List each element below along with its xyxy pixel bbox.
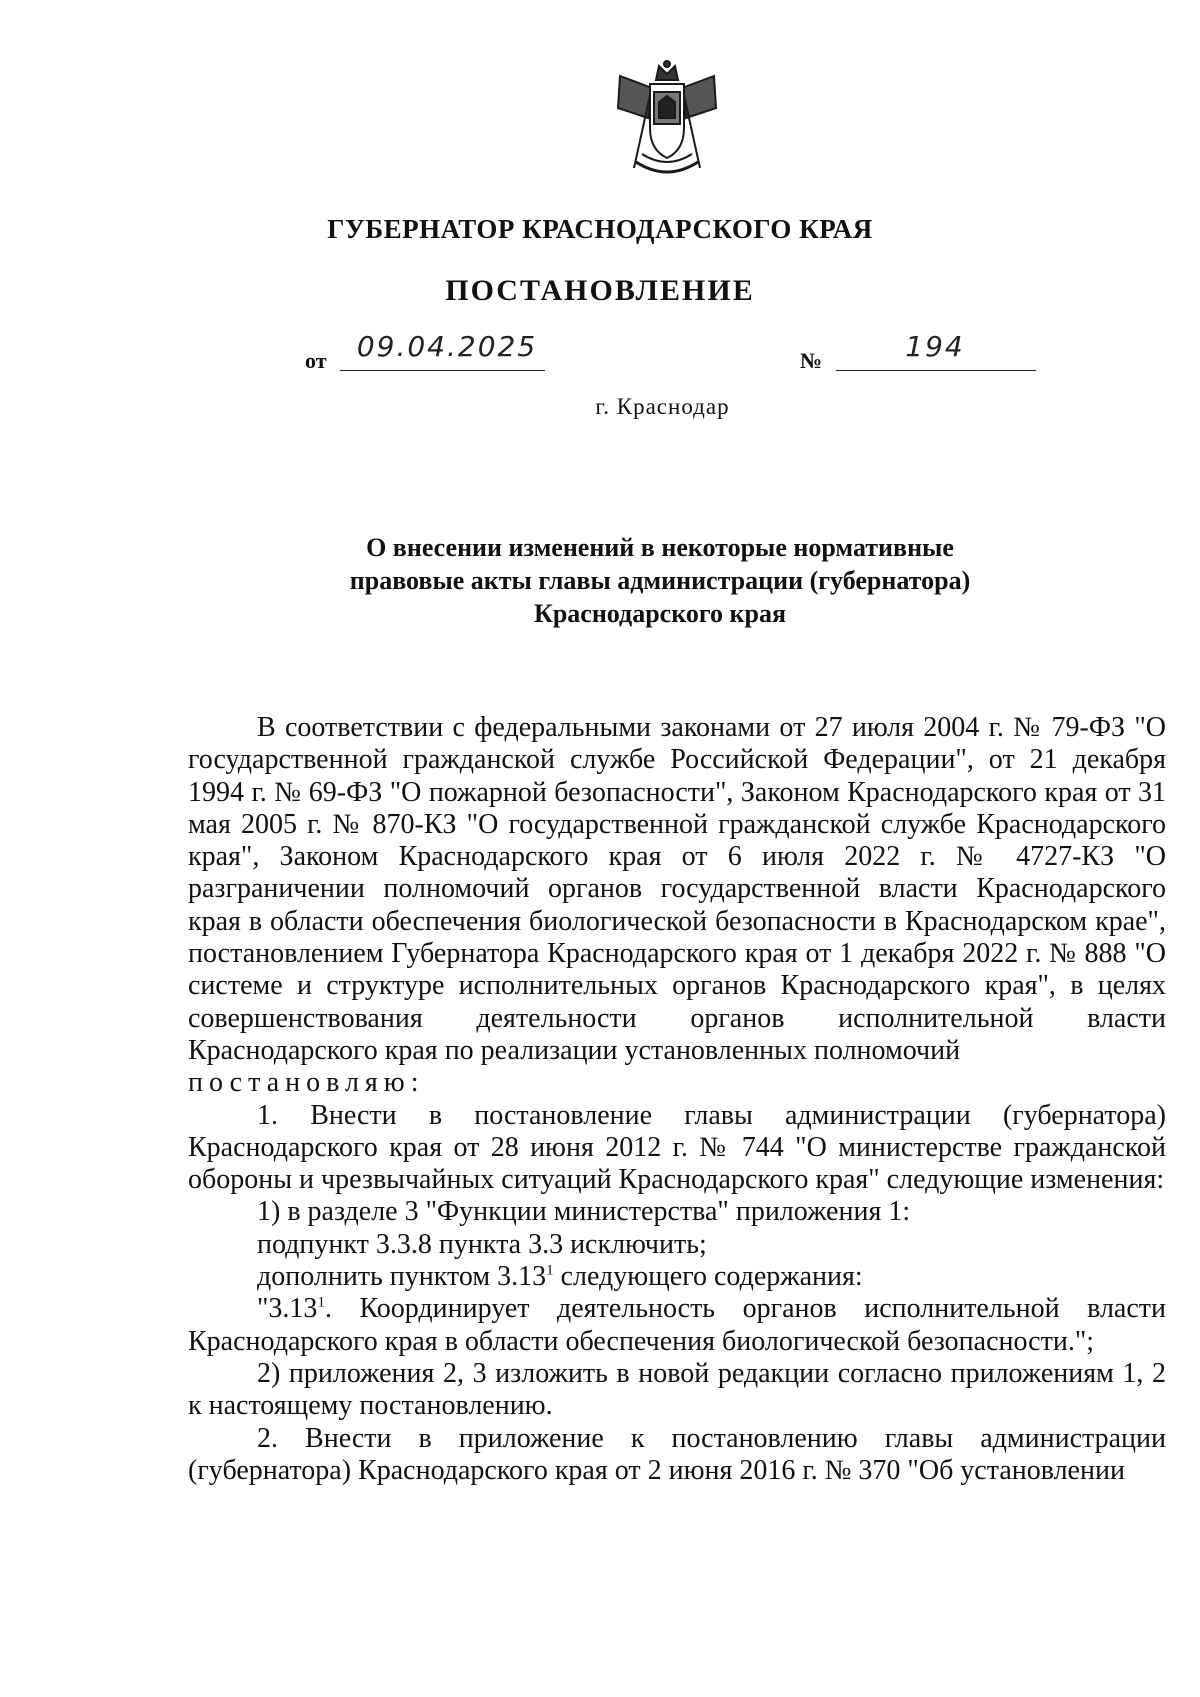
subitem-2-paragraph: 2) приложения 2, 3 изложить в новой редакции согласно приложениям 1, 2 к настоящему постановлению. <box>188 1357 1166 1422</box>
title-line-3: Краснодарского края <box>533 599 787 628</box>
quoted-clause-text: . Координирует деятельность органов исполнительной власти Краснодарского края в области обеспечения биологической безопасности."; <box>188 1293 1166 1357</box>
document-type: ПОСТАНОВЛЕНИЕ <box>445 274 755 307</box>
number-label: № <box>800 348 823 373</box>
subitem-1b-text: дополнить пунктом 3.13 <box>257 1261 547 1293</box>
organization-name: ГУБЕРНАТОР КРАСНОДАРСКОГО КРАЯ <box>327 214 873 244</box>
subitem-1a-paragraph: подпункт 3.3.8 пункта 3.3 исключить; <box>257 1228 707 1260</box>
title-line-1: О внесении изменений в некоторые нормативные <box>366 533 954 562</box>
preamble-paragraph: В соответствии с федеральными законами от 27 июля 2004 г. № 79-ФЗ "О государственной гражданской службе Российской Федерации", от 21 декабря 1994 г. № 69-ФЗ "О пожарной безопасности", Законом Краснодарского края от 31 мая 2005 г. № 870-КЗ "О государственной гражданской службе Краснодарского края", Законом Краснодарского края от 6 июля 2022 г. № 4727-КЗ "О разграничении полномочий органов государственной власти Краснодарского края в области обеспечения биологической безопасности в Краснодарском крае", постановлением Губернатора Краснодарского края от 1 декабря 2022 г. № 888 "О системе и структуре исполнительных органов Краснодарского края", в целях совершенствования деятельности органов исполнительной власти Краснодарского края по реализации установленных полномочий <box>188 712 1166 1066</box>
decree-word: постановляю: <box>188 1067 425 1099</box>
date-underline <box>340 370 545 371</box>
date-label: от <box>305 348 327 373</box>
title-line-2: правовые акты главы администрации (губернатора) <box>349 566 971 595</box>
document-title <box>300 531 1020 630</box>
quoted-clause-paragraph <box>188 1293 1166 1358</box>
item-2-paragraph: 2. Внести в приложение к постановлению главы администрации (губернатора) Краснодарского края от 2 июня 2016 г. № 370 "Об установлении <box>188 1422 1166 1486</box>
document-date: 09.04.2025 <box>356 330 538 363</box>
date-number-line <box>0 330 1200 380</box>
city: г. Краснодар <box>595 394 730 419</box>
subitem-1-paragraph: 1) в разделе 3 "Функции министерства" приложения 1: <box>257 1196 911 1228</box>
quoted-clause-superscript: 1 <box>317 1295 325 1312</box>
quoted-clause-number: "3.13 <box>257 1293 318 1325</box>
document-body <box>188 712 1166 1487</box>
number-underline <box>836 370 1036 371</box>
subitem-1b-text-end: следующего содержания: <box>553 1261 863 1293</box>
krasnodar-coat-of-arms-icon <box>612 58 722 180</box>
subitem-1b-paragraph <box>188 1261 1166 1293</box>
document-number: 194 <box>905 330 965 363</box>
item-1-paragraph: 1. Внести в постановление главы администрации (губернатора) Краснодарского края от 28 июня 2012 г. № 744 "О министерстве гражданской обороны и чрезвычайных ситуаций Краснодарского края" следующие изменения: <box>188 1099 1166 1196</box>
subitem-1b-superscript: 1 <box>546 1262 554 1279</box>
